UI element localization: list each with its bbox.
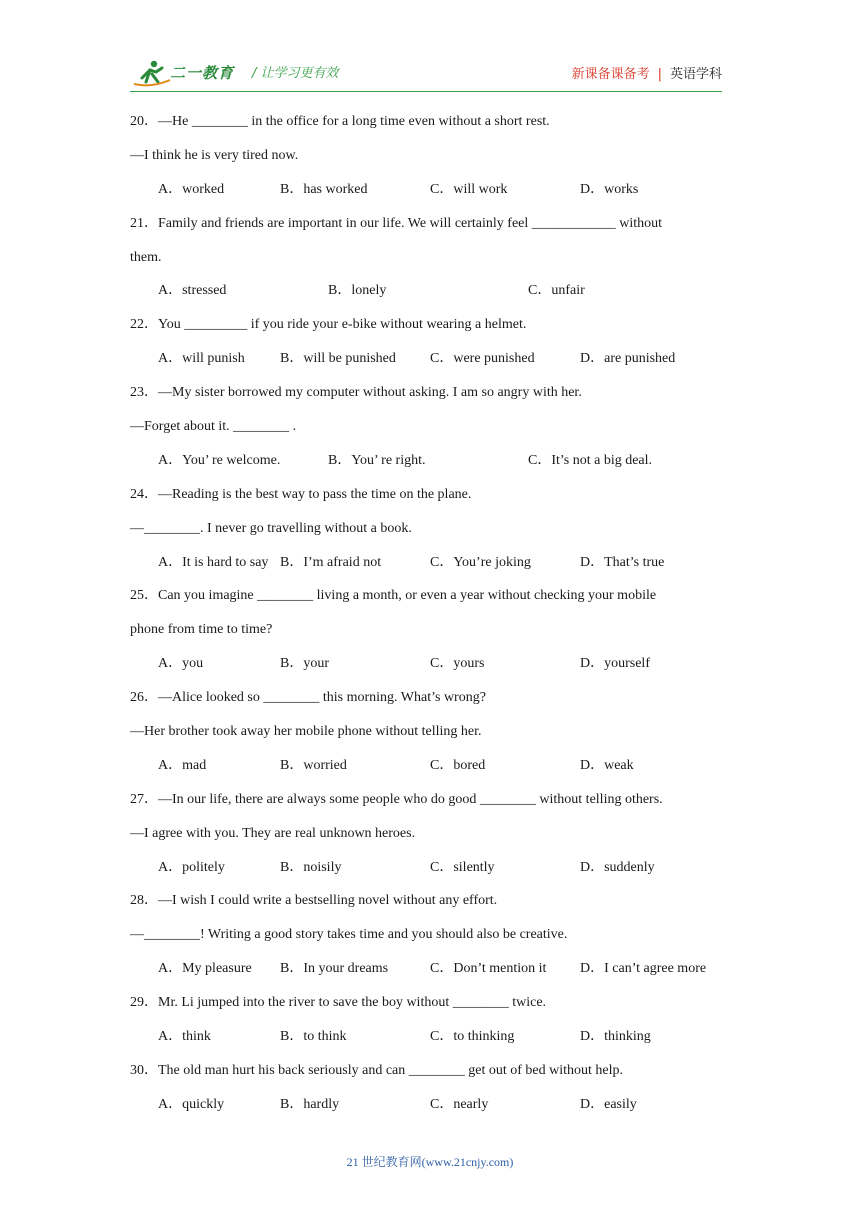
answer-option: C．Don’t mention it (430, 961, 547, 977)
answer-option: D．I can’t agree more (580, 961, 707, 977)
question-text: 21．Family and friends are important in our life. We will certainly feel ____________ without (130, 215, 663, 231)
answer-option: D．That’s true (580, 554, 665, 570)
question-item (130, 214, 730, 316)
options-row (130, 180, 730, 214)
question-text: 29．Mr. Li jumped into the river to save the boy without ________ twice. (130, 995, 547, 1011)
page-header (0, 0, 860, 100)
question-item (130, 790, 730, 892)
question-item (130, 485, 730, 587)
question-text: —________. I never go travelling without a book. (130, 520, 412, 536)
answer-option: C．unfair (528, 283, 585, 299)
answer-option: C．It’s not a big deal. (528, 452, 653, 468)
question-text: —Her brother took away her mobile phone without telling her. (130, 724, 482, 740)
question-item (130, 112, 730, 214)
answer-option: A．My pleasure (158, 961, 252, 977)
options-row (130, 451, 730, 485)
answer-option: B．In your dreams (280, 961, 389, 977)
answer-option: B．worried (280, 757, 347, 773)
answer-option: B．noisily (280, 859, 342, 875)
answer-option: D．are punished (580, 351, 676, 367)
answer-option: A．stressed (158, 283, 227, 299)
question-item (130, 383, 730, 485)
options-row (130, 349, 730, 383)
header-rule (130, 91, 722, 92)
answer-option: A．You’ re welcome. (158, 452, 281, 468)
answer-option: B．lonely (328, 283, 387, 299)
question-text: —I agree with you. They are real unknown heroes. (130, 825, 416, 841)
question-text: 20．—He ________ in the office for a long time even without a short rest. (130, 114, 550, 129)
answer-option: A．It is hard to say (158, 554, 269, 570)
answer-option: C．nearly (430, 1096, 489, 1112)
answer-option: D．yourself (580, 656, 650, 672)
answer-option: B．You’ re right. (328, 452, 426, 468)
answer-option: A．will punish (158, 351, 245, 367)
answer-option: D．suddenly (580, 859, 655, 875)
brand-slogan: / 让学习更有效 (252, 66, 339, 81)
answer-option: C．to thinking (430, 1029, 515, 1045)
answer-option: D．weak (580, 757, 634, 773)
options-row (130, 1095, 730, 1129)
question-text: 24．—Reading is the best way to pass the time on the plane. (130, 486, 472, 502)
question-text: —________! Writing a good story takes time and you should also be creative. (130, 927, 568, 943)
header-divider: | (657, 67, 662, 82)
header-subject-label: 英语学科 (669, 67, 722, 82)
options-row (130, 553, 730, 587)
question-item (130, 993, 730, 1061)
answer-option: C．will work (430, 181, 508, 197)
answer-option: D．easily (580, 1096, 637, 1112)
question-item (130, 1061, 730, 1129)
answer-option: B．hardly (280, 1096, 340, 1112)
answer-option: D．works (580, 181, 639, 197)
answer-option: B．has worked (280, 181, 368, 197)
question-list (130, 112, 730, 1129)
answer-option: C．silently (430, 859, 495, 875)
answer-option: C．You’re joking (430, 554, 531, 570)
question-item (130, 688, 730, 790)
answer-option: A．think (158, 1029, 211, 1045)
answer-option: B．I’m afraid not (280, 554, 382, 570)
answer-option: C．yours (430, 656, 485, 672)
question-text: 23．—My sister borrowed my computer without asking. I am so angry with her. (130, 385, 582, 401)
answer-option: C．were punished (430, 351, 535, 367)
question-item (130, 586, 730, 688)
answer-option: A．mad (158, 757, 207, 773)
question-text: 27．—In our life, there are always some people who do good ________ without telling others. (130, 791, 663, 807)
answer-option: A．politely (158, 859, 225, 875)
answer-option: A．you (158, 656, 204, 672)
question-text: phone from time to time? (130, 622, 273, 638)
options-row (130, 281, 730, 315)
options-row (130, 959, 730, 993)
answer-option: A．quickly (158, 1096, 225, 1112)
header-subject (572, 63, 722, 82)
question-text: 25．Can you imagine ________ living a month, or even a year without checking your mobile (130, 588, 657, 604)
brand-name: 二一教育 (170, 64, 235, 82)
options-row (130, 756, 730, 790)
question-item (130, 315, 730, 383)
question-item (130, 891, 730, 993)
question-text: —Forget about it. ________ . (130, 419, 297, 435)
question-text: —I think he is very tired now. (130, 147, 299, 163)
answer-option: D．thinking (580, 1029, 651, 1045)
question-text: them. (130, 249, 162, 265)
options-row (130, 1027, 730, 1061)
page-footer: 21 世纪教育网(www.21cnjy.com) (346, 1155, 514, 1169)
header-course-label: 新课备课备考 (571, 67, 650, 82)
answer-option: C．bored (430, 757, 486, 773)
answer-option: B．to think (280, 1029, 347, 1045)
answer-option: B．your (280, 656, 329, 672)
options-row (130, 858, 730, 892)
question-text: 28．—I wish I could write a bestselling novel without any effort. (130, 893, 498, 909)
question-text: 22．You _________ if you ride your e-bike without wearing a helmet. (130, 317, 527, 333)
question-text: 26．—Alice looked so ________ this morning. What’s wrong? (130, 690, 486, 706)
answer-option: A．worked (158, 181, 225, 197)
answer-option: B．will be punished (280, 351, 396, 367)
options-row (130, 654, 730, 688)
question-text: 30．The old man hurt his back seriously and can ________ get out of bed without help. (130, 1062, 624, 1078)
